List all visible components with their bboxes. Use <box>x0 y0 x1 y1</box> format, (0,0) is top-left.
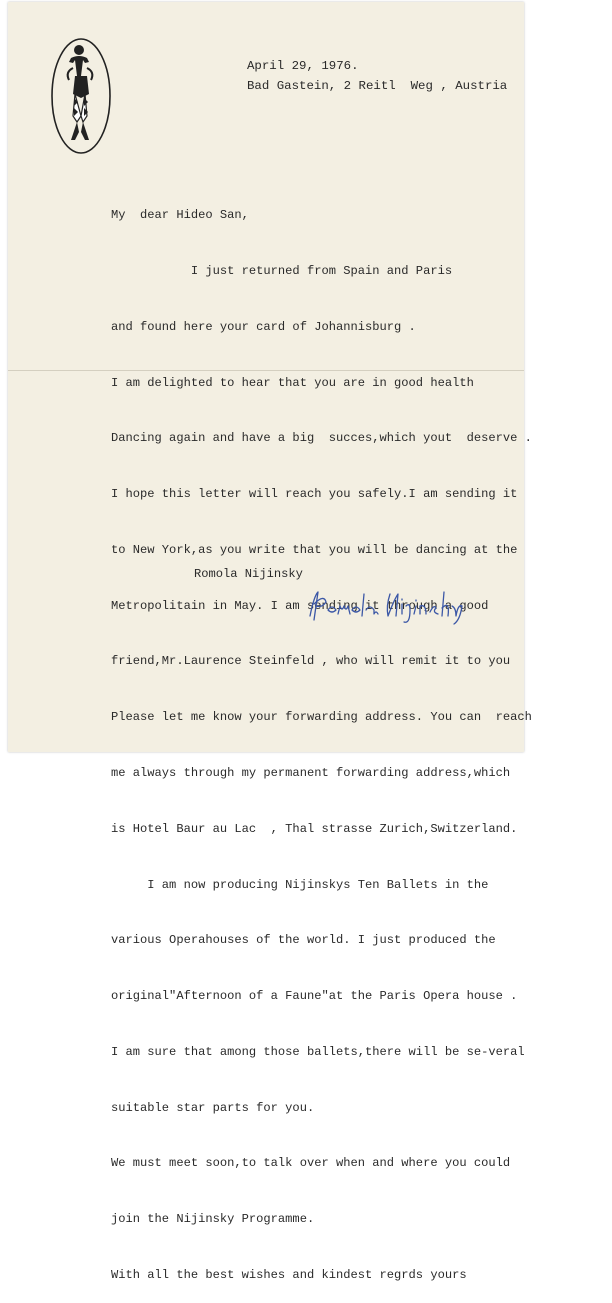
handwritten-signature <box>306 586 476 626</box>
body-line: We must meet soon,to talk over when and where you could <box>111 1156 511 1171</box>
typed-signature-name: Romola Nijinsky <box>194 567 303 581</box>
body-line: Metropolitain in May. I am sending it through a good <box>111 598 489 613</box>
sender-address: Bad Gastein, 2 Reitl Weg , Austria <box>247 79 508 93</box>
body-line: me always through my permanent forwarding address,which <box>111 766 511 780</box>
body-line: original"Afternoon of a Faune"at the Paris Opera house . <box>111 989 518 1004</box>
letter-body <box>111 169 532 1303</box>
body-line: Dancing again and have a big succes,which yout deserve . <box>111 431 532 446</box>
body-line: friend,Mr.Laurence Steinfeld , who will remit it to you <box>111 654 511 669</box>
dancer-emblem-icon <box>49 36 113 156</box>
body-line: join the Nijinsky Programme. <box>111 1212 315 1227</box>
body-line: I hope this letter will reach you safely.I am sending it <box>111 487 518 502</box>
body-line: Please let me know your forwarding address. You can reach <box>111 710 532 725</box>
body-line: With all the best wishes and kindest regrds yours <box>111 1268 467 1283</box>
body-line: I am sure that among those ballets,there will be se-veral <box>111 1044 525 1059</box>
body-line: various Operahouses of the world. I just produced the <box>111 933 496 948</box>
body-line: My dear Hideo San, <box>111 208 249 223</box>
letter-date: April 29, 1976. <box>247 59 359 73</box>
body-line: I just returned from Spain and Paris <box>111 263 453 278</box>
body-line: is Hotel Baur au Lac , Thal strasse Zurich,Switzerland. <box>111 821 518 836</box>
body-line: I am now producing Nijinskys Ten Ballets in the <box>111 877 489 892</box>
body-line: to New York,as you write that you will be dancing at the <box>111 542 518 557</box>
date-address-block <box>247 56 507 96</box>
body-line: I am delighted to hear that you are in good health <box>111 375 474 390</box>
body-line: and found here your card of Johannisburg . <box>111 319 416 334</box>
body-line: suitable star parts for you. <box>111 1100 315 1115</box>
